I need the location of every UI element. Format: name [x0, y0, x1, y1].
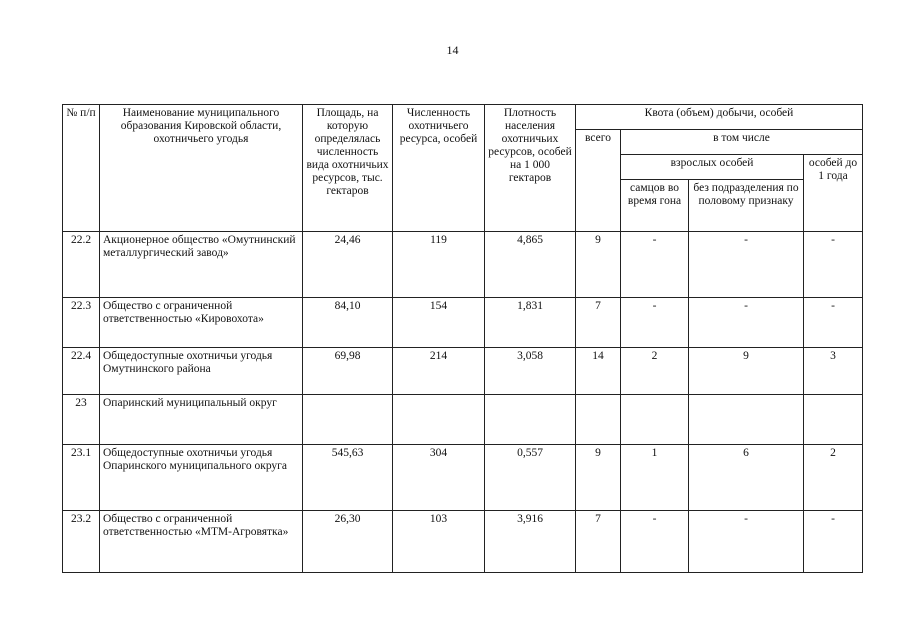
row-count: 119	[393, 232, 485, 298]
row-area	[303, 395, 393, 445]
table-row	[63, 348, 863, 395]
row-count: 154	[393, 298, 485, 348]
header-total: всего	[576, 130, 621, 232]
row-total: 9	[576, 445, 621, 511]
row-no-sex-split: -	[689, 511, 804, 573]
row-area: 545,63	[303, 445, 393, 511]
row-name: Общество с ограниченной ответственностью «МТМ-Агровятка»	[100, 511, 303, 573]
row-num: 22.4	[63, 348, 100, 395]
row-density: 3,916	[485, 511, 576, 573]
header-no-sex-split: без подразделения по половому признаку	[689, 180, 804, 232]
row-males-rut: -	[621, 511, 689, 573]
row-no-sex-split: 9	[689, 348, 804, 395]
row-under-one: 2	[804, 445, 863, 511]
header-area: Площадь, на которую определялась численность вида охотничьих ресурсов, тыс. гектаров	[303, 105, 393, 232]
row-under-one: -	[804, 298, 863, 348]
row-area: 69,98	[303, 348, 393, 395]
row-no-sex-split: 6	[689, 445, 804, 511]
row-count	[393, 395, 485, 445]
header-males-rut: самцов во время гона	[621, 180, 689, 232]
table-row	[63, 445, 863, 511]
row-name: Общество с ограниченной ответственностью «Кировохота»	[100, 298, 303, 348]
row-no-sex-split: -	[689, 298, 804, 348]
header-density: Плотность населения охотничьих ресурсов, особей на 1 000 гектаров	[485, 105, 576, 232]
table-row	[63, 298, 863, 348]
header-count: Численность охотничьего ресурса, особей	[393, 105, 485, 232]
header-quota: Квота (объем) добычи, особей	[576, 105, 863, 130]
row-under-one: -	[804, 511, 863, 573]
row-num: 22.2	[63, 232, 100, 298]
row-name: Опаринский муниципальный округ	[100, 395, 303, 445]
page-number: 14	[446, 43, 459, 57]
header-including: в том числе	[621, 130, 863, 155]
row-no-sex-split: -	[689, 232, 804, 298]
row-density: 1,831	[485, 298, 576, 348]
row-density: 0,557	[485, 445, 576, 511]
row-area: 84,10	[303, 298, 393, 348]
header-name: Наименование муниципального образования Кировской области, охотничьего угодья	[100, 105, 303, 232]
row-name: Акционерное общество «Омутнинский металлургический завод»	[100, 232, 303, 298]
row-count: 214	[393, 348, 485, 395]
row-density: 3,058	[485, 348, 576, 395]
row-area: 24,46	[303, 232, 393, 298]
row-males-rut: -	[621, 298, 689, 348]
row-under-one: -	[804, 232, 863, 298]
row-num: 23.1	[63, 445, 100, 511]
header-adults: взрослых особей	[621, 155, 804, 180]
row-males-rut: 1	[621, 445, 689, 511]
row-area: 26,30	[303, 511, 393, 573]
row-total: 14	[576, 348, 621, 395]
row-total: 9	[576, 232, 621, 298]
table-row	[63, 395, 863, 445]
quota-table	[62, 104, 863, 573]
row-name: Общедоступные охотничьи угодья Омутнинского района	[100, 348, 303, 395]
table-row	[63, 511, 863, 573]
row-num: 23.2	[63, 511, 100, 573]
row-density: 4,865	[485, 232, 576, 298]
row-density	[485, 395, 576, 445]
row-total: 7	[576, 298, 621, 348]
row-males-rut: 2	[621, 348, 689, 395]
row-count: 103	[393, 511, 485, 573]
table-row	[63, 232, 863, 298]
row-males-rut: -	[621, 232, 689, 298]
row-no-sex-split	[689, 395, 804, 445]
row-name: Общедоступные охотничьи угодья Опаринского муниципального округа	[100, 445, 303, 511]
row-num: 22.3	[63, 298, 100, 348]
row-total: 7	[576, 511, 621, 573]
row-males-rut	[621, 395, 689, 445]
row-total	[576, 395, 621, 445]
row-under-one	[804, 395, 863, 445]
row-under-one: 3	[804, 348, 863, 395]
row-num: 23	[63, 395, 100, 445]
header-under-one: особей до 1 года	[804, 155, 863, 232]
row-count: 304	[393, 445, 485, 511]
header-num: № п/п	[63, 105, 100, 232]
